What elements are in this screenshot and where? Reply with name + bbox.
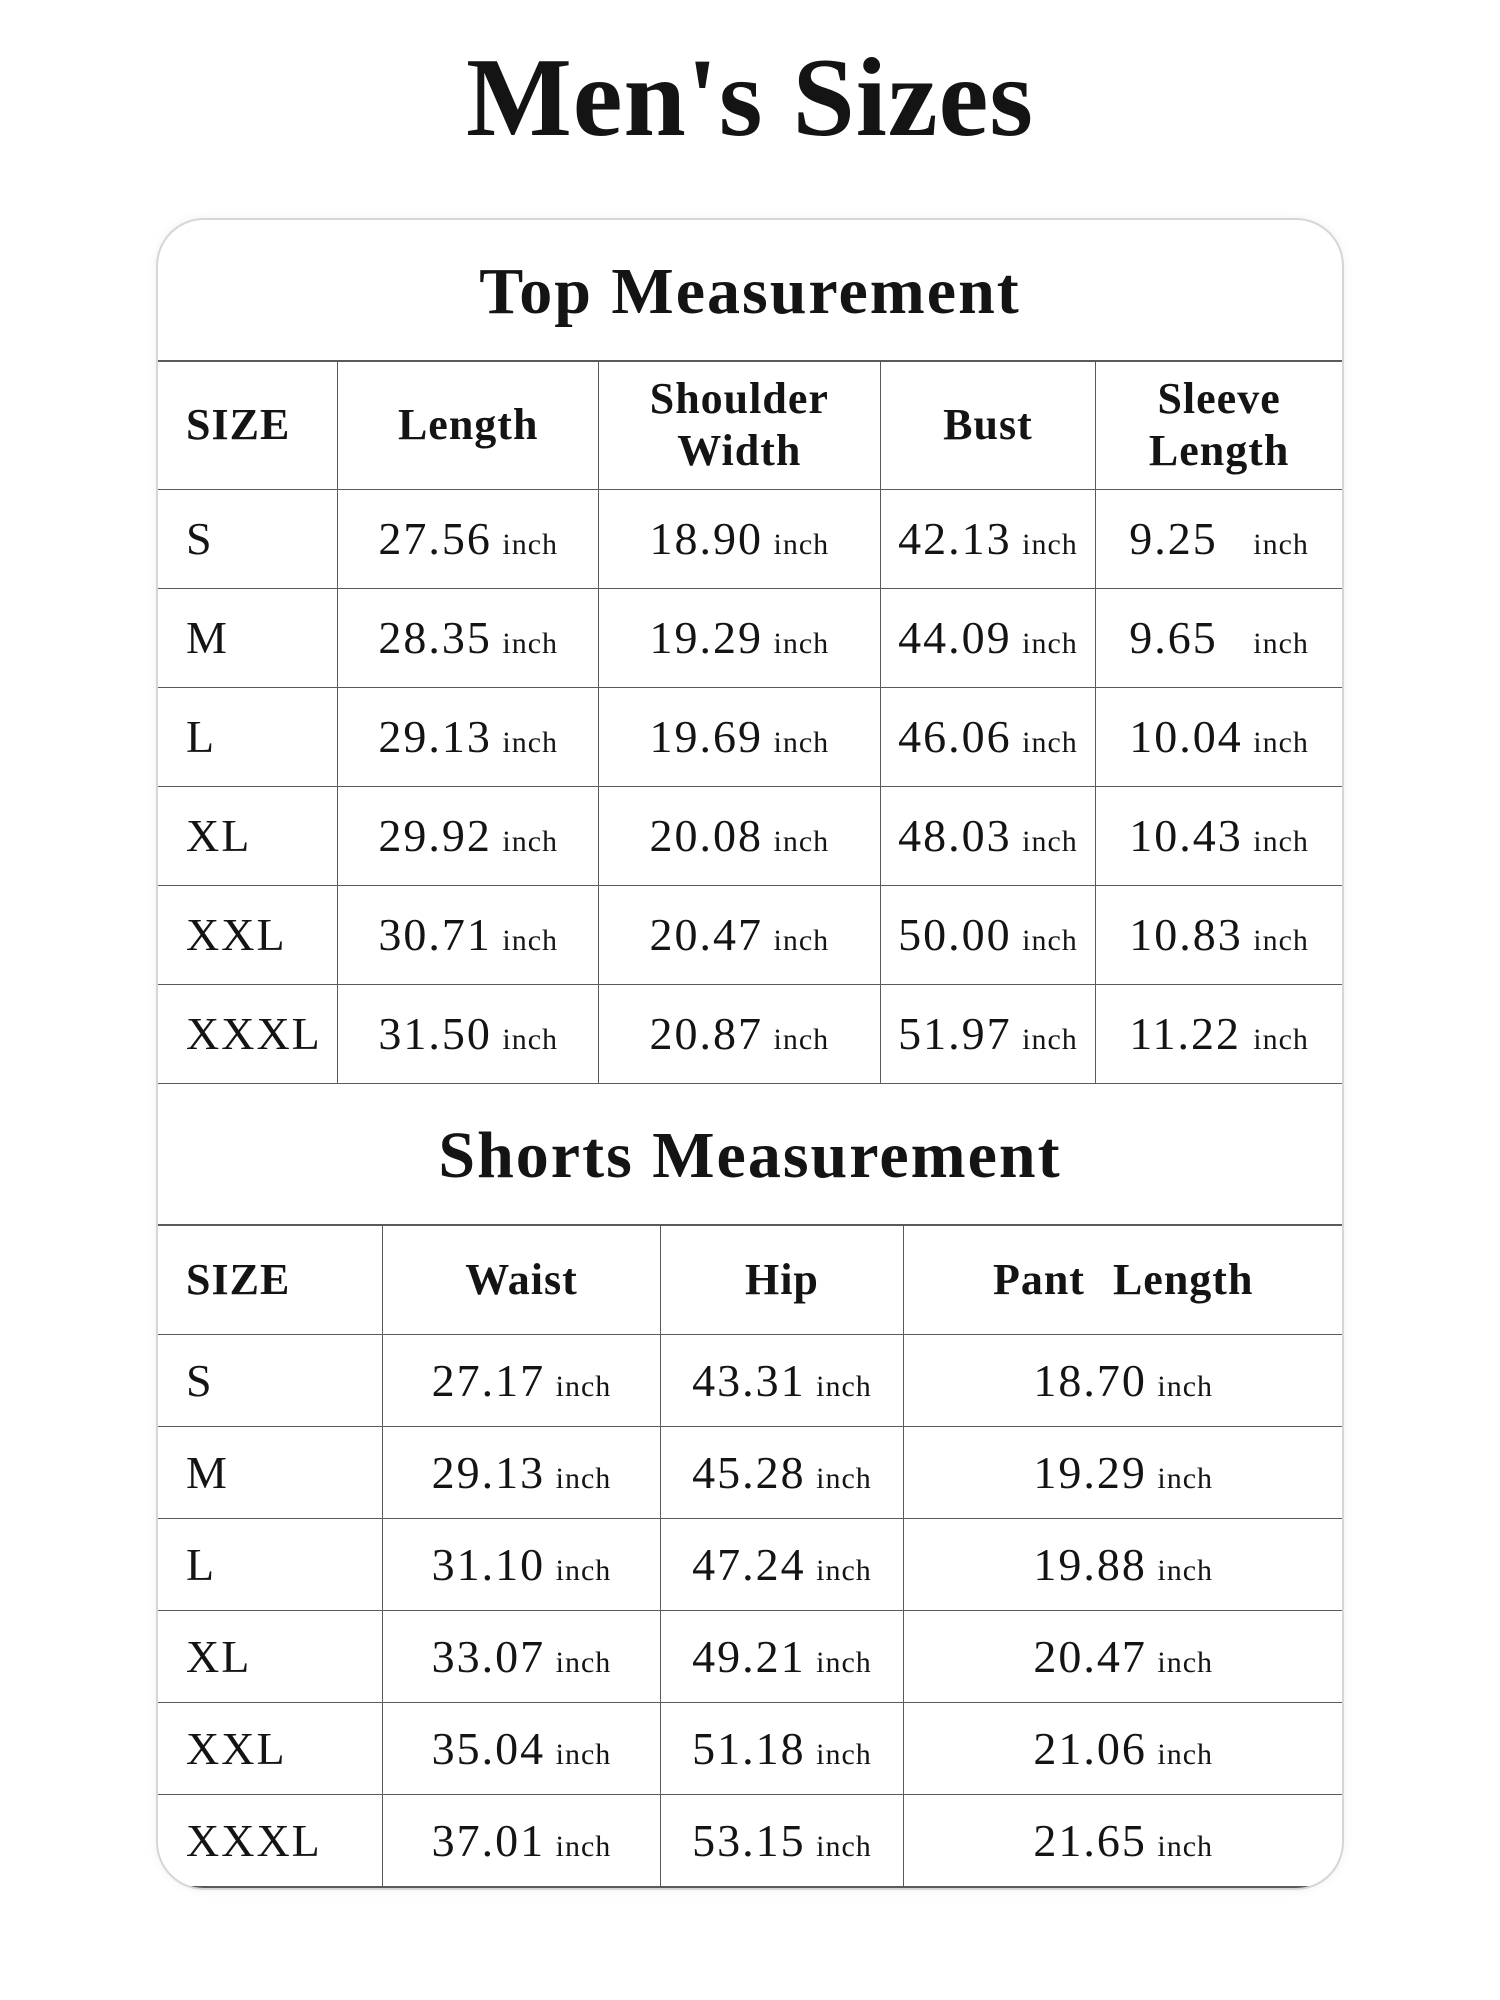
measurement-cell (383, 1427, 660, 1519)
measurement-value: 49.21 (692, 1631, 806, 1682)
size-label: S (158, 1335, 383, 1427)
header-row (158, 1225, 1342, 1335)
measurement-cell (880, 687, 1095, 786)
measurement-value: 21.65 (1033, 1814, 1147, 1866)
unit-label: inch (555, 1646, 612, 1679)
table-row (158, 1519, 1342, 1611)
unit-label: inch (816, 1829, 872, 1863)
shorts-measurement-table (158, 1224, 1342, 1888)
size-label: XXL (158, 885, 338, 984)
col-header-length: Length (338, 361, 598, 489)
unit-label: inch (1253, 627, 1309, 660)
measurement-cell (880, 588, 1095, 687)
measurement-cell (383, 1335, 660, 1427)
measurement-value: 18.90 (649, 513, 763, 564)
size-label: L (158, 1519, 383, 1611)
unit-label: inch (1022, 726, 1078, 759)
unit-label: inch (555, 1554, 612, 1587)
measurement-cell (1096, 687, 1342, 786)
unit-label: inch (773, 726, 830, 759)
measurement-cell (338, 687, 598, 786)
measurement-cell (1096, 489, 1342, 588)
size-label: XL (158, 786, 338, 885)
measurement-cell (660, 1335, 904, 1427)
unit-label: inch (502, 1023, 559, 1056)
measurement-cell (383, 1703, 660, 1795)
measurement-value: 47.24 (692, 1539, 806, 1590)
measurement-value: 46.06 (898, 711, 1012, 762)
measurement-cell (383, 1795, 660, 1887)
unit-label: inch (816, 1554, 872, 1587)
size-label: XXXL (158, 984, 338, 1083)
size-chart-card (156, 218, 1344, 1890)
measurement-value: 30.71 (378, 909, 492, 960)
unit-label: inch (1022, 1023, 1078, 1056)
unit-label: inch (502, 825, 559, 858)
table-row (158, 1335, 1342, 1427)
unit-label: inch (1022, 627, 1078, 660)
unit-label: inch (1157, 1829, 1214, 1863)
measurement-cell (338, 885, 598, 984)
unit-label: inch (1253, 1023, 1309, 1056)
size-label: M (158, 1427, 383, 1519)
size-label: L (158, 687, 338, 786)
col-header-waist: Waist (383, 1225, 660, 1335)
measurement-value: 19.29 (1033, 1447, 1147, 1498)
measurement-value: 10.83 (1129, 909, 1243, 960)
measurement-value: 11.22 (1129, 1008, 1242, 1059)
measurement-cell (383, 1611, 660, 1703)
shorts-measurement-heading: Shorts Measurement (438, 1118, 1062, 1192)
col-header-size: SIZE (158, 1225, 383, 1335)
measurement-cell (598, 588, 880, 687)
measurement-value: 33.07 (431, 1631, 546, 1682)
top-measurement-heading: Top Measurement (479, 255, 1021, 328)
table-row (158, 1427, 1342, 1519)
measurement-cell (660, 1427, 904, 1519)
measurement-cell (598, 885, 880, 984)
measurement-cell (598, 786, 880, 885)
table-row (158, 1611, 1342, 1703)
measurement-value: 19.29 (649, 612, 763, 663)
measurement-cell (598, 687, 880, 786)
measurement-value: 29.13 (378, 711, 492, 762)
measurement-value: 28.35 (378, 612, 492, 663)
unit-label: inch (773, 1023, 830, 1056)
measurement-value: 45.28 (692, 1447, 806, 1498)
measurement-cell (338, 588, 598, 687)
measurement-cell (660, 1703, 904, 1795)
measurement-cell (1096, 786, 1342, 885)
measurement-cell (904, 1795, 1342, 1887)
table-row (158, 687, 1342, 786)
measurement-value: 18.70 (1033, 1355, 1147, 1406)
unit-label: inch (1157, 1370, 1214, 1403)
measurement-cell (880, 489, 1095, 588)
measurement-value: 19.69 (649, 711, 763, 762)
measurement-value: 21.06 (1033, 1723, 1147, 1774)
measurement-value: 48.03 (898, 810, 1012, 861)
size-label: XXXL (158, 1795, 383, 1887)
unit-label: inch (1022, 825, 1078, 858)
measurement-value: 29.92 (378, 810, 492, 861)
measurement-cell (904, 1703, 1342, 1795)
unit-label: inch (555, 1738, 612, 1771)
measurement-cell (904, 1519, 1342, 1611)
size-label: M (158, 588, 338, 687)
measurement-cell (338, 984, 598, 1083)
size-label: XL (158, 1611, 383, 1703)
measurement-value: 20.47 (1033, 1631, 1147, 1682)
measurement-value: 51.18 (692, 1723, 806, 1774)
measurement-cell (660, 1795, 904, 1887)
table-row (158, 489, 1342, 588)
unit-label: inch (816, 1646, 872, 1679)
measurement-value: 10.04 (1129, 711, 1243, 762)
measurement-cell (338, 489, 598, 588)
table-row (158, 786, 1342, 885)
measurement-cell (660, 1611, 904, 1703)
table-row (158, 984, 1342, 1083)
unit-label: inch (1157, 1462, 1214, 1495)
unit-label: inch (502, 528, 559, 561)
size-label: XXL (158, 1703, 383, 1795)
measurement-cell (338, 786, 598, 885)
col-header-bust: Bust (880, 361, 1095, 489)
col-header-shoulder-width: Shoulder Width (598, 361, 880, 489)
unit-label: inch (1157, 1646, 1214, 1679)
measurement-value: 29.13 (431, 1447, 546, 1498)
unit-label: inch (816, 1738, 872, 1771)
measurement-cell (598, 489, 880, 588)
col-header-pant-length: Pant Length (904, 1225, 1342, 1335)
measurement-cell (1096, 885, 1342, 984)
top-measurement-table (158, 360, 1342, 1084)
measurement-value: 53.15 (692, 1814, 806, 1866)
unit-label: inch (1157, 1554, 1214, 1587)
unit-label: inch (1022, 924, 1078, 957)
table-row (158, 588, 1342, 687)
unit-label: inch (773, 528, 830, 561)
unit-label: inch (502, 924, 559, 957)
measurement-value: 19.88 (1033, 1539, 1147, 1590)
measurement-value: 50.00 (898, 909, 1012, 960)
unit-label: inch (502, 726, 559, 759)
measurement-cell (880, 984, 1095, 1083)
measurement-cell (1096, 588, 1342, 687)
measurement-cell (598, 984, 880, 1083)
col-header-sleeve-length: Sleeve Length (1096, 361, 1342, 489)
unit-label: inch (1253, 726, 1309, 759)
table-row (158, 1703, 1342, 1795)
unit-label: inch (816, 1462, 872, 1495)
measurement-cell (880, 786, 1095, 885)
measurement-value: 37.01 (431, 1814, 546, 1866)
unit-label: inch (773, 825, 830, 858)
unit-label: inch (555, 1462, 612, 1495)
page-title: Men's Sizes (466, 36, 1034, 160)
measurement-value: 27.17 (431, 1355, 546, 1406)
measurement-value: 9.65 (1129, 612, 1218, 663)
measurement-value: 9.25 (1129, 513, 1218, 564)
header-row (158, 361, 1342, 489)
unit-label: inch (1022, 528, 1078, 561)
unit-label: inch (1157, 1738, 1214, 1771)
size-label: S (158, 489, 338, 588)
measurement-value: 27.56 (378, 513, 492, 564)
unit-label: inch (502, 627, 559, 660)
measurement-value: 20.47 (649, 909, 763, 960)
measurement-value: 20.08 (649, 810, 763, 861)
unit-label: inch (773, 627, 830, 660)
measurement-value: 44.09 (898, 612, 1012, 663)
table-row (158, 885, 1342, 984)
measurement-cell (660, 1519, 904, 1611)
unit-label: inch (1253, 924, 1309, 957)
measurement-value: 31.10 (431, 1539, 546, 1590)
measurement-cell (904, 1427, 1342, 1519)
measurement-cell (1096, 984, 1342, 1083)
unit-label: inch (555, 1370, 612, 1403)
col-header-size: SIZE (158, 361, 338, 489)
measurement-value: 42.13 (898, 513, 1012, 564)
measurement-cell (904, 1611, 1342, 1703)
measurement-cell (904, 1335, 1342, 1427)
measurement-value: 51.97 (898, 1008, 1012, 1059)
table-row (158, 1795, 1342, 1887)
measurement-value: 31.50 (378, 1008, 492, 1059)
measurement-value: 43.31 (692, 1355, 806, 1406)
measurement-cell (880, 885, 1095, 984)
unit-label: inch (555, 1829, 612, 1863)
unit-label: inch (1253, 825, 1309, 858)
unit-label: inch (1253, 528, 1309, 561)
measurement-value: 20.87 (649, 1008, 763, 1059)
measurement-value: 10.43 (1129, 810, 1243, 861)
unit-label: inch (816, 1370, 872, 1403)
col-header-hip: Hip (660, 1225, 904, 1335)
measurement-value: 35.04 (431, 1723, 546, 1774)
measurement-cell (383, 1519, 660, 1611)
unit-label: inch (773, 924, 830, 957)
